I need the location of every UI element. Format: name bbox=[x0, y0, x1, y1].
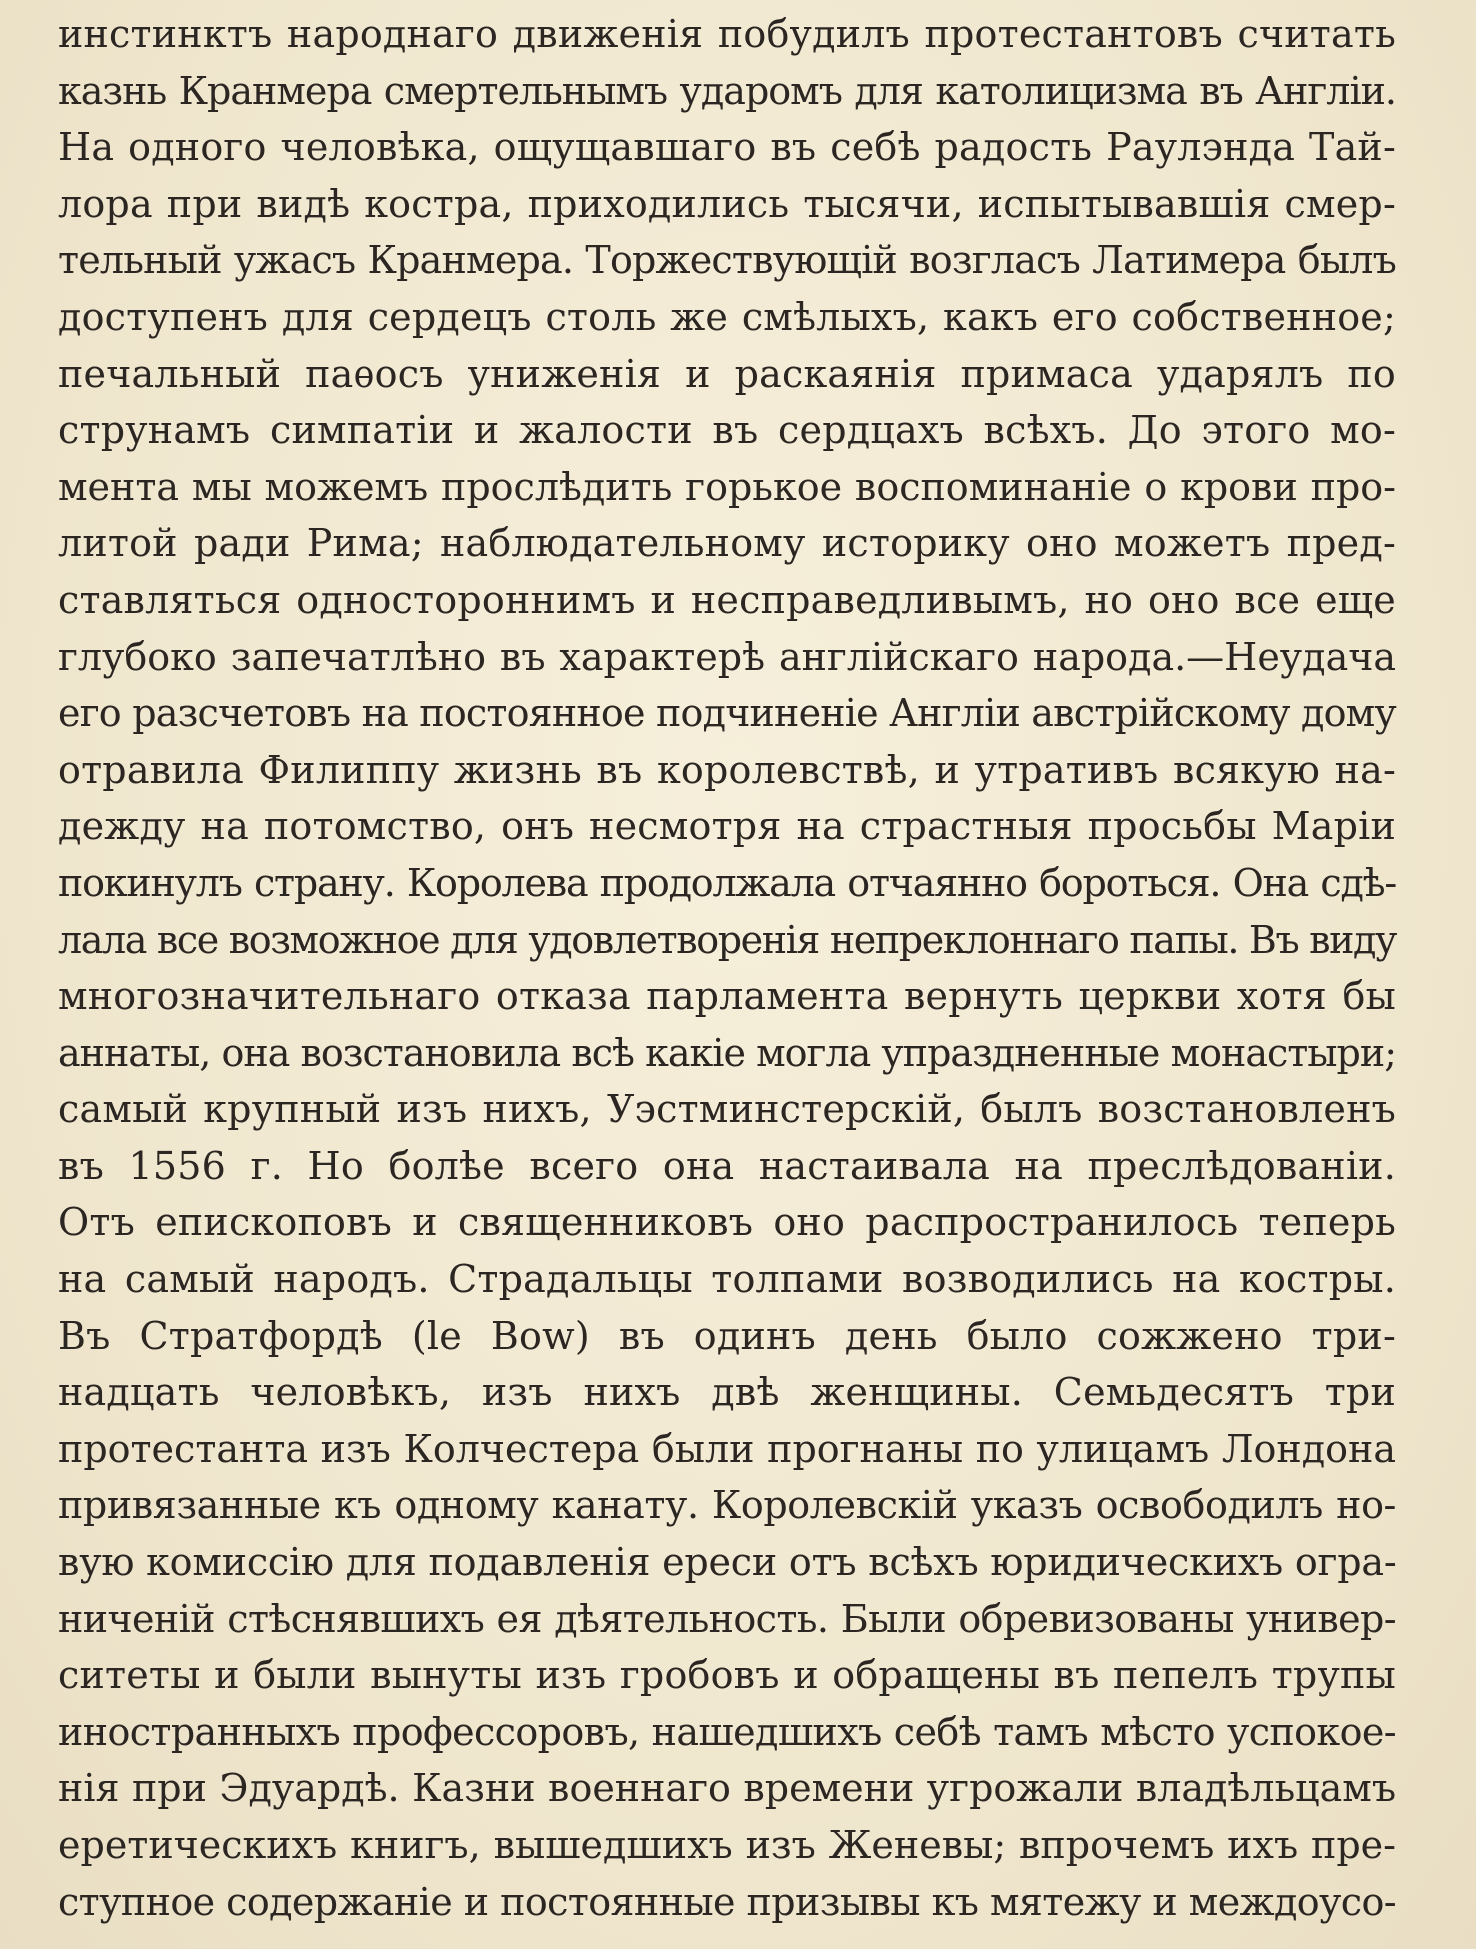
text-line: ставляться одностороннимъ и несправедливымъ, но оно все еще bbox=[58, 577, 1396, 622]
text-line: протестанта изъ Колчестера были прогнаны по улицамъ Лондона bbox=[58, 1426, 1396, 1471]
text-line: ниченій стѣснявшихъ ея дѣятельность. Были обревизованы универ- bbox=[58, 1596, 1396, 1641]
text-line: тельный ужасъ Кранмера. Торжествующій возгласъ Латимера былъ bbox=[58, 238, 1396, 283]
text-line: доступенъ для сердецъ столь же смѣлыхъ, какъ его собственное; bbox=[58, 294, 1396, 339]
text-line: нія при Эдуардѣ. Казни военнаго времени угрожали владѣльцамъ bbox=[58, 1766, 1396, 1811]
text-line: Отъ епископовъ и священниковъ оно распространилось теперь bbox=[58, 1200, 1396, 1245]
text-line: печальный паѳосъ униженія и раскаянія примаса ударялъ по bbox=[58, 351, 1396, 396]
text-line: его разсчетовъ на постоянное подчиненіе Англіи австрійскому дому bbox=[58, 691, 1396, 736]
text-line: инстинктъ народнаго движенія побудилъ протестантовъ считать bbox=[58, 12, 1396, 56]
text-line: покинулъ страну. Королева продолжала отчаянно бороться. Она сдѣ- bbox=[58, 860, 1396, 905]
text-line: дежду на потомство, онъ несмотря на страстныя просьбы Маріи bbox=[58, 804, 1396, 849]
text-line: аннаты, она возстановила всѣ какіе могла упраздненные монастыри; bbox=[58, 1030, 1396, 1075]
text-line: Въ Стратфордѣ (le Bow) въ одинъ день было сожжено три- bbox=[58, 1313, 1396, 1358]
text-line: глубоко запечатлѣно въ характерѣ англійскаго народа.—Неудача bbox=[58, 634, 1396, 679]
text-line: лора при видѣ костра, приходились тысячи, испытывавшія смер- bbox=[58, 181, 1396, 226]
text-line: многозначительнаго отказа парламента вернуть церкви хотя бы bbox=[58, 974, 1396, 1019]
text-line: иностранныхъ профессоровъ, нашедшихъ себѣ тамъ мѣсто успокое- bbox=[58, 1709, 1396, 1754]
text-line: ступное содержаніе и постоянные призывы къ мятежу и междоусо- bbox=[58, 1879, 1396, 1924]
text-line: привязанные къ одному канату. Королевскій указъ освободилъ но- bbox=[58, 1483, 1396, 1528]
text-line: вую комиссію для подавленія ереси отъ всѣхъ юридическихъ огра- bbox=[58, 1540, 1397, 1585]
text-line: струнамъ симпатіи и жалости въ сердцахъ всѣхъ. До этого мо- bbox=[58, 408, 1396, 453]
text-line: лала все возможное для удовлетворенія непреклоннаго папы. Въ виду bbox=[58, 917, 1396, 962]
text-line: ситеты и были вынуты изъ гробовъ и обращены въ пепелъ трупы bbox=[58, 1653, 1396, 1698]
text-line: отравила Филиппу жизнь въ королевствѣ, и утративъ всякую на- bbox=[58, 747, 1396, 792]
text-line: надцать человѣкъ, изъ нихъ двѣ женщины. Семьдесятъ три bbox=[58, 1370, 1396, 1415]
text-line: На одного человѣка, ощущавшаго въ себѣ радость Раулэнда Тай- bbox=[58, 125, 1396, 170]
text-line: на самый народъ. Страдальцы толпами возводились на костры. bbox=[58, 1257, 1396, 1302]
text-line: самый крупный изъ нихъ, Уэстминстерскій, былъ возстановленъ bbox=[58, 1087, 1396, 1132]
text-line: литой ради Рима; наблюдательному историку оно можетъ пред- bbox=[58, 521, 1396, 566]
text-line: еретическихъ книгъ, вышедшихъ изъ Женевы; впрочемъ ихъ пре- bbox=[58, 1823, 1396, 1867]
text-line: казнь Кранмера смертельнымъ ударомъ для католицизма въ Англіи. bbox=[58, 68, 1396, 113]
body-text bbox=[58, 6, 1396, 1930]
text-line: въ 1556 г. Но болѣе всего она настаивала на преслѣдованіи. bbox=[58, 1143, 1396, 1188]
text-line: мента мы можемъ прослѣдить горькое воспоминаніе о крови про- bbox=[58, 464, 1396, 509]
